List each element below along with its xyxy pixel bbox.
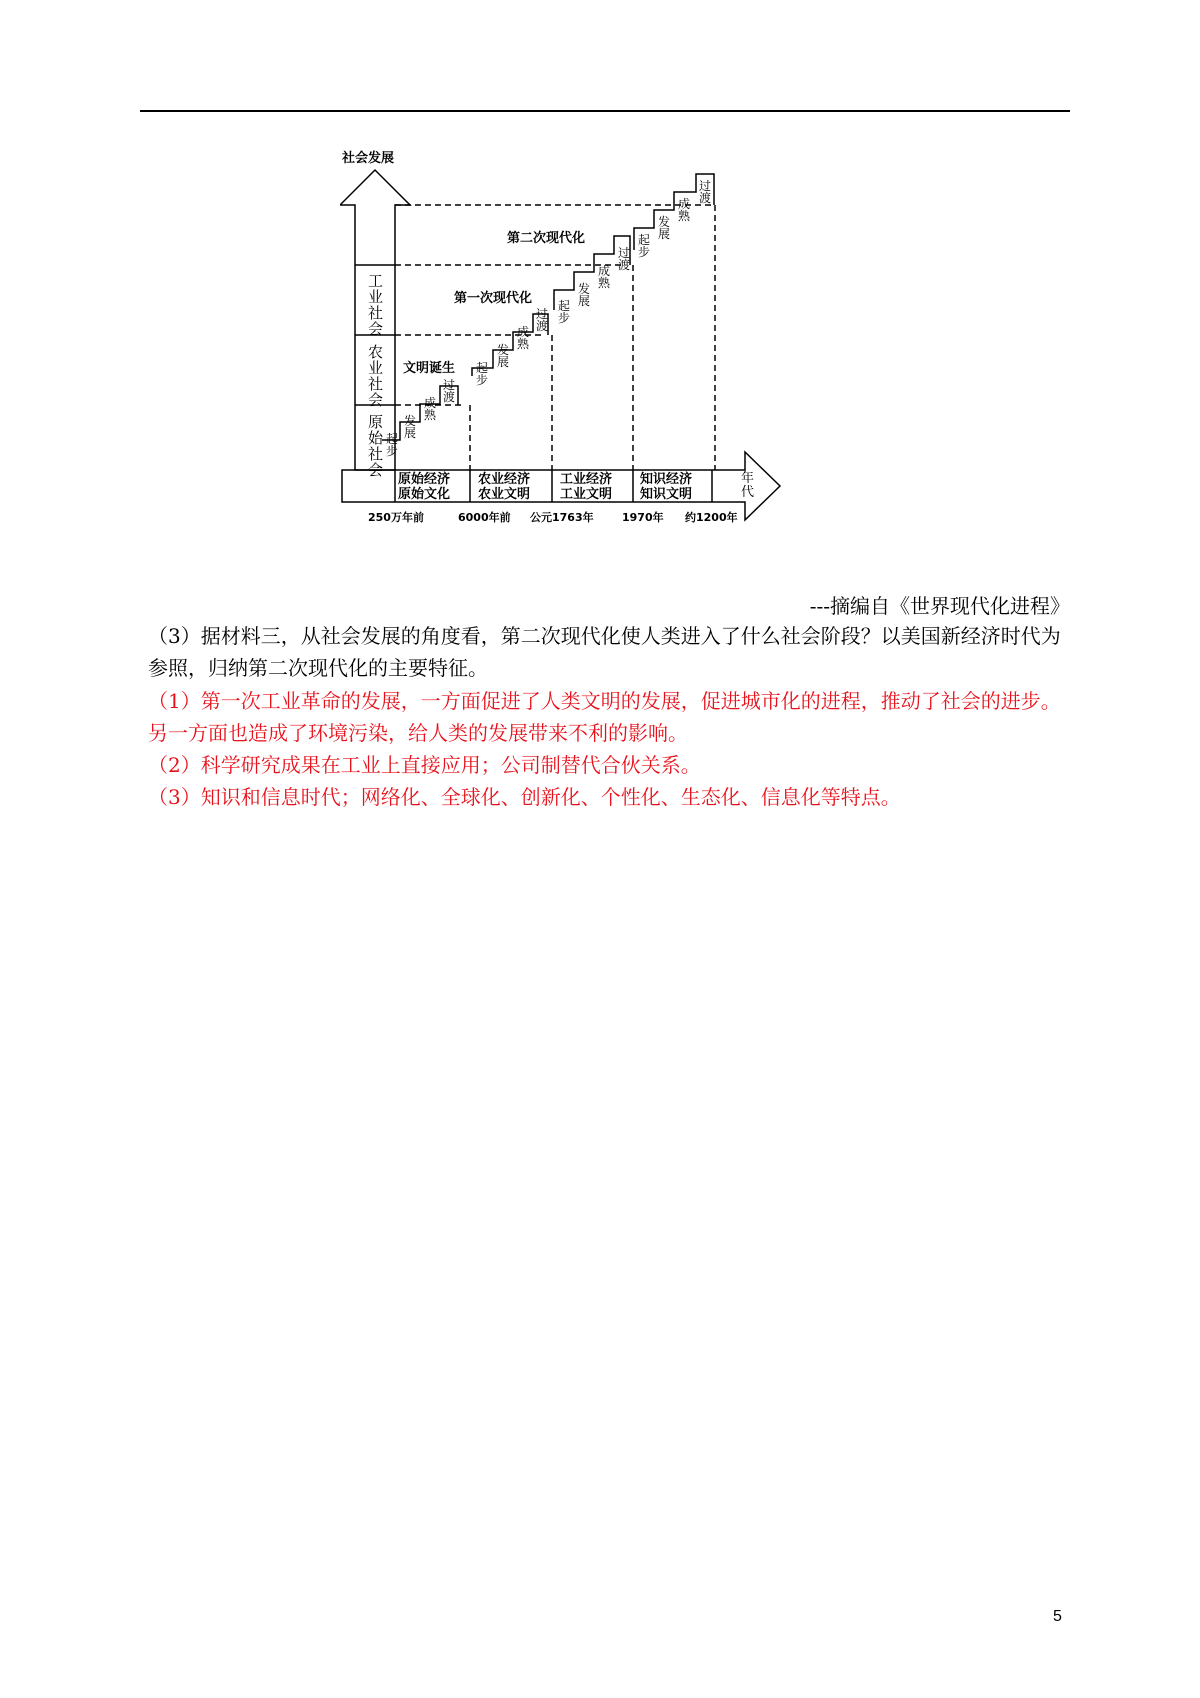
society-label-char: 会 bbox=[368, 461, 384, 479]
society-label-char: 社 bbox=[368, 304, 384, 322]
step-label bbox=[536, 306, 548, 333]
x-axis-title bbox=[741, 470, 754, 500]
society-label bbox=[368, 343, 383, 409]
x-axis-title-text-char: 代 bbox=[741, 485, 755, 500]
economy-label: 工业经济 bbox=[560, 472, 613, 487]
time-label: 公元1763年 bbox=[530, 511, 594, 524]
step-label-char: 步 bbox=[558, 311, 571, 325]
step-label bbox=[678, 196, 691, 223]
step-label-char: 起 bbox=[638, 233, 651, 247]
time-label: 250万年前 bbox=[368, 511, 424, 524]
society-label-char: 业 bbox=[368, 359, 384, 377]
step-label-char: 渡 bbox=[443, 390, 456, 404]
society-label-char: 会 bbox=[368, 391, 384, 409]
time-label: 6000年前 bbox=[458, 511, 511, 524]
step-label bbox=[386, 431, 398, 458]
step-label-char: 发 bbox=[658, 215, 671, 229]
society-label bbox=[368, 272, 383, 338]
answer-3: （3）知识和信息时代；网络化、全球化、创新化、个性化、生态化、信息化等特点。 bbox=[148, 785, 901, 809]
x-axis-title-text bbox=[741, 470, 754, 500]
step-label-char: 展 bbox=[497, 355, 510, 369]
stage-title: 第一次现代化 bbox=[454, 291, 533, 306]
step-label-char: 步 bbox=[386, 444, 399, 458]
step-label-char: 展 bbox=[404, 426, 417, 440]
answer-1: （1）第一次工业革命的发展，一方面促进了人类文明的发展，促进城市化的进程，推动了社会的进步。另一方面也造成了环境污染，给人类的发展带来不利的影响。 bbox=[148, 689, 1061, 745]
step-label-char: 起 bbox=[558, 299, 571, 313]
economy-label: 原始经济 bbox=[398, 472, 451, 487]
step-label-char: 发 bbox=[497, 343, 510, 357]
modernization-diagram bbox=[340, 150, 860, 580]
society-label-char: 社 bbox=[368, 375, 384, 393]
step-label-char: 成 bbox=[424, 396, 437, 410]
society-labels bbox=[368, 272, 384, 479]
step-label-char: 步 bbox=[638, 245, 651, 259]
step-label-char: 起 bbox=[386, 432, 399, 446]
step-label-char: 过 bbox=[618, 246, 631, 260]
step-label-char: 成 bbox=[598, 264, 611, 278]
step-label-char: 展 bbox=[658, 227, 671, 241]
step-label-char: 过 bbox=[443, 378, 456, 392]
society-label-char: 始 bbox=[368, 429, 384, 447]
time-label: 约1200年 bbox=[685, 511, 738, 524]
step-label-char: 渡 bbox=[618, 258, 631, 272]
step-label-char: 发 bbox=[578, 282, 591, 296]
stage-title: 文明诞生 bbox=[403, 361, 456, 376]
x-axis-title-text-char: 年 bbox=[741, 471, 755, 486]
society-label-char: 农 bbox=[368, 343, 384, 361]
step-label bbox=[424, 395, 437, 422]
source-citation: ---摘编自《世界现代化进程》 bbox=[809, 594, 1070, 618]
society-label-char: 原 bbox=[368, 413, 384, 431]
page-number: 5 bbox=[1053, 1608, 1062, 1625]
culture-label: 原始文化 bbox=[398, 487, 451, 502]
step-label-char: 过 bbox=[536, 307, 549, 321]
step-label bbox=[578, 281, 590, 308]
step-label-char: 熟 bbox=[424, 408, 437, 422]
culture-label: 农业文明 bbox=[478, 487, 531, 502]
step-label-char: 起 bbox=[476, 361, 489, 375]
society-label-char: 工 bbox=[368, 272, 384, 290]
step-label bbox=[618, 245, 630, 272]
answer-2: （2）科学研究成果在工业上直接应用；公司制替代合伙关系。 bbox=[148, 753, 701, 777]
step-label-char: 熟 bbox=[598, 276, 611, 290]
step-label-char: 展 bbox=[578, 294, 591, 308]
society-label-char: 会 bbox=[368, 320, 384, 338]
y-axis-title: 社会发展 bbox=[342, 151, 395, 166]
time-label: 1970年 bbox=[622, 511, 664, 524]
step-label-char: 成 bbox=[517, 325, 530, 339]
step-label-char: 熟 bbox=[678, 209, 691, 223]
stage-title: 第二次现代化 bbox=[507, 231, 586, 246]
step-label-char: 熟 bbox=[517, 337, 530, 351]
step-label-char: 发 bbox=[404, 414, 417, 428]
culture-label: 工业文明 bbox=[560, 487, 613, 502]
header-rule bbox=[140, 110, 1070, 112]
step-label bbox=[497, 342, 509, 369]
step-label-char: 过 bbox=[699, 179, 712, 193]
economy-label: 农业经济 bbox=[478, 472, 531, 487]
step-label bbox=[699, 178, 711, 205]
step-label bbox=[476, 360, 488, 387]
step-label-char: 渡 bbox=[536, 319, 549, 333]
step-label bbox=[638, 232, 650, 259]
step-label bbox=[598, 263, 611, 290]
time-labels bbox=[368, 510, 738, 524]
modernization-svg bbox=[340, 150, 860, 580]
step-label bbox=[658, 214, 670, 241]
step-label bbox=[517, 324, 530, 351]
step-label bbox=[443, 377, 455, 404]
economy-cells bbox=[398, 471, 692, 502]
step-label-char: 步 bbox=[476, 373, 489, 387]
society-label bbox=[368, 413, 384, 479]
step-label bbox=[558, 298, 570, 325]
step-label-char: 成 bbox=[678, 197, 691, 211]
culture-label: 知识文明 bbox=[640, 487, 693, 502]
step-label-char: 渡 bbox=[699, 191, 712, 205]
question-3: （3）据材料三，从社会发展的角度看，第二次现代化使人类进入了什么社会阶段？以美国新经济时代为参照，归纳第二次现代化的主要特征。 bbox=[148, 624, 1061, 680]
economy-label: 知识经济 bbox=[640, 472, 693, 487]
society-label-char: 社 bbox=[368, 445, 384, 463]
step-label bbox=[404, 413, 416, 440]
society-label-char: 业 bbox=[368, 288, 384, 306]
